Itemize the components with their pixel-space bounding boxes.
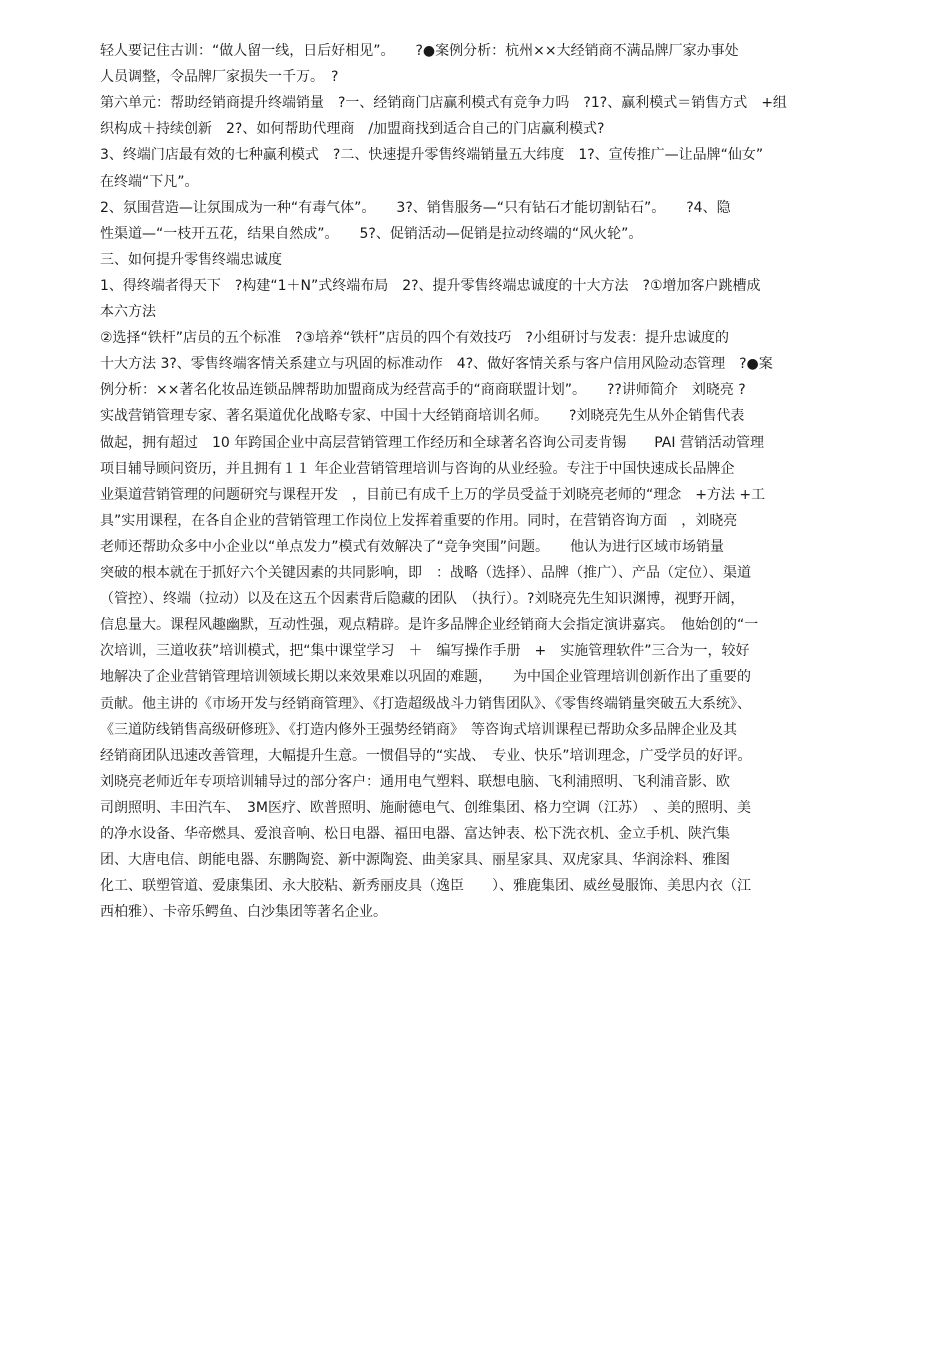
text-line: 团、大唐电信、朗能电器、东鹏陶瓷、新中源陶瓷、曲美家具、丽星家具、双虎家具、华润涂料、雅图 — [100, 852, 730, 869]
text-line: 经销商团队迅速改善管理，大幅提升生意。一惯倡导的“实战、 专业、快乐”培训理念，广受学员的好评。 — [100, 747, 752, 764]
text-line: 性渠道—“一枝开五花，结果自然成”。 5?、促销活动—促销是拉动终端的“风火轮”。 — [100, 225, 643, 242]
text-line: 第六单元：帮助经销商提升终端销量 ?一、经销商门店赢利模式有竞争力吗 ?1?、赢利模式＝销售方式 +组 — [100, 95, 787, 112]
text-line: 贡献。他主讲的《市场开发与经销商管理》、《打造超级战斗力销售团队》、《零售终端销量突破五大系统》、 — [100, 695, 751, 712]
text-line: 轻人要记住古训：“做人留一线，日后好相见”。 ?●案例分析：杭州××大经销商不满品牌厂家办事处 — [100, 43, 739, 59]
text-line: 本六方法 — [100, 304, 156, 320]
text-line: 司朗照明、丰田汽车、 3M医疗、欧普照明、施耐德电气、创维集团、格力空调（江苏） 、美的照明、美 — [100, 799, 751, 816]
text-line: 项目辅导顾问资历，并且拥有１１ 年企业营销管理培训与咨询的从业经验。专注于中国快速成长品牌企 — [100, 460, 735, 477]
text-line: ②选择“铁杆”店员的五个标准 ?③培养“铁杆”店员的四个有效技巧 ?小组研讨与发表：提升忠诚度的 — [100, 330, 729, 347]
text-line: 业渠道营销管理的问题研究与课程开发 ，目前已有成千上万的学员受益于刘晓亮老师的“理念 +方法 +工 — [100, 486, 766, 503]
text-line: 突破的根本就在于抓好六个关键因素的共同影响，即 ：战略（选择）、品牌（推广）、产品（定位）、渠道 — [100, 565, 751, 581]
text-line: 做起，拥有超过 10 年跨国企业中高层营销管理工作经历和全球著名咨询公司麦肯锡 PAI 营销活动管理 — [100, 434, 764, 451]
text-line: （管控）、终端（拉动）以及在这五个因素背后隐藏的团队 （执行）。?刘晓亮先生知识渊博，视野开阔， — [100, 591, 745, 608]
text-line: 《三道防线销售高级研修班》、《打造内修外王强势经销商》 等咨询式培训课程已帮助众多品牌企业及其 — [100, 721, 737, 738]
text-line: 在终端“下凡”。 — [100, 173, 199, 190]
text-line: 化工、联塑管道、爱康集团、永大胶粘、新秀丽皮具（逸臣 ）、雅鹿集团、威丝曼服饰、美思内衣（江 — [100, 878, 751, 895]
text-line: 十大方法 3?、零售终端客情关系建立与巩固的标准动作 4?、做好客情关系与客户信用风险动态管理 ?●案 — [100, 356, 773, 373]
text-line: 地解决了企业营销管理培训领域长期以来效果难以巩固的难题， 为中国企业管理培训创新作出了重要的 — [100, 669, 751, 686]
text-line: 老师还帮助众多中小企业以“单点发力”模式有效解决了“竞争突围”问题。 他认为进行区域市场销量 — [100, 538, 725, 555]
text-line: 刘晓亮老师近年专项培训辅导过的部分客户：通用电气塑料、联想电脑、飞利浦照明、飞利浦音影、欧 — [100, 773, 730, 790]
text-line: 信息量大。课程风趣幽默，互动性强，观点精辟。是许多品牌企业经销商大会指定演讲嘉宾。 他始创的“一 — [100, 617, 759, 634]
text-line: 实战营销管理专家、著名渠道优化战略专家、中国十大经销商培训名师。 ?刘晓亮先生从外企销售代表 — [100, 408, 745, 425]
text-line: 人员调整，令品牌厂家损失一千万。 ? — [100, 69, 339, 86]
text-line: 织构成＋持续创新 2?、如何帮助代理商 /加盟商找到适合自己的门店赢利模式? — [100, 121, 605, 138]
text-line: 例分析：××著名化妆品连锁品牌帮助加盟商成为经营高手的“商商联盟计划”。 ??讲师简介 刘晓亮 ? — [100, 382, 746, 399]
text-line: 具”实用课程，在各自企业的营销管理工作岗位上发挥着重要的作用。同时，在营销咨询方面 ，刘晓亮 — [100, 512, 738, 529]
text-line: 的净水设备、华帝燃具、爱浪音响、松日电器、福田电器、富达钟表、松下洗衣机、金立手机、陕汽集 — [100, 826, 730, 842]
text-line: 西柏雅）、卡帝乐鳄鱼、白沙集团等著名企业。 — [100, 904, 387, 921]
text-line: 2、氛围营造—让氛围成为一种“有毒气体”。 3?、销售服务—“只有钻石才能切割钻石”。 ?4、隐 — [100, 199, 731, 216]
text-line: 三、如何提升零售终端忠诚度 — [100, 251, 282, 268]
text-line: 3、终端门店最有效的七种赢利模式 ?二、快速提升零售终端销量五大纬度 1?、宣传推广—让品牌“仙女” — [100, 147, 764, 164]
text-line: 1、得终端者得天下 ?构建“1＋N”式终端布局 2?、提升零售终端忠诚度的十大方法 ?①增加客户跳槽成 — [100, 277, 761, 294]
text-line: 次培训，三道收获”培训模式，把“集中课堂学习 ＋ 编写操作手册 + 实施管理软件”三合为一，较好 — [100, 643, 750, 660]
